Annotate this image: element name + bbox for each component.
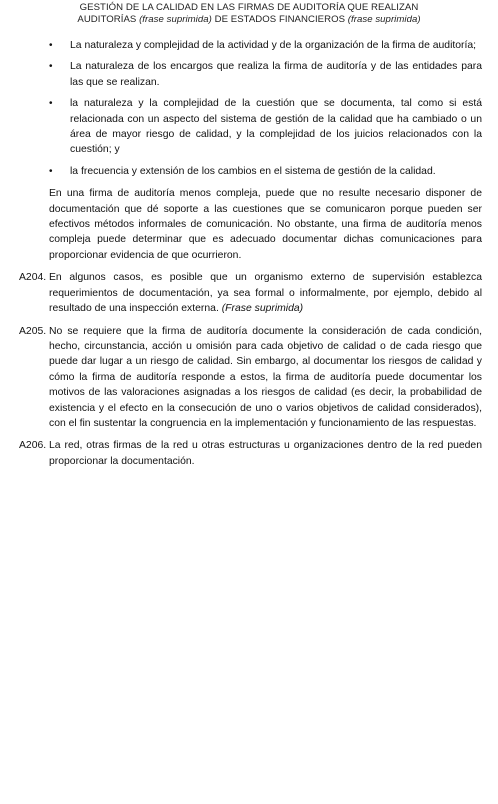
paragraph-text: La red, otras firmas de la red u otras estructuras u organizaciones dentro de la red pueden proporcionar la documentación. <box>49 440 482 467</box>
bullet-text: La naturaleza y complejidad de la actividad y de la organización de la firma de auditoría; <box>70 40 477 51</box>
intro-paragraph: En una firma de auditoría menos compleja, puede que no resulte necesario disponer de documentación que dé soporte a las cuestiones que se comunicaron porque pueden ser efectivos métodos informales de comunicación. No obstante, una firma de auditoría menos compleja puede determinar que es adecuado documentar dichas comunicaciones para proporcionar evidencia de que ocurrieron. <box>49 188 482 261</box>
bullet-text: la naturaleza y la complejidad de la cuestión que se documenta, tal como si está relacionada con un aspecto del sistema de gestión de la calidad que ha cambiado o un área de mayor riesgo de calidad, y la complejidad de los juicios relacionados con la cuestión; y <box>70 98 482 156</box>
header-suppressed-note: (frase suprimida) <box>139 14 212 25</box>
bullet-item <box>0 96 498 158</box>
bullet-icon: • <box>49 98 53 110</box>
numbered-paragraph-a206 <box>0 438 498 469</box>
document-body <box>0 38 498 476</box>
header-line-1: GESTIÓN DE LA CALIDAD EN LAS FIRMAS DE AUDITORÍA QUE REALIZAN <box>79 2 419 13</box>
bullet-icon: • <box>49 40 53 51</box>
numbered-paragraph-a204 <box>0 270 498 316</box>
header-line-2 <box>40 14 458 26</box>
paragraph-number: A206. <box>19 440 47 452</box>
numbered-paragraph-a205 <box>0 324 498 432</box>
header-text: AUDITORÍAS <box>77 14 140 25</box>
suppressed-note: (Frase suprimida) <box>221 303 304 315</box>
running-header <box>40 2 458 26</box>
bullet-icon: • <box>49 61 53 73</box>
paragraph-text: En algunos casos, es posible que un organismo externo de supervisión establezca requerimientos de documentación, ya sea formal o informalmente, por ejemplo, debido al resultado de una inspección externa. <box>49 272 482 315</box>
bullet-text: la frecuencia y extensión de los cambios en el sistema de gestión de la calidad. <box>70 165 436 177</box>
bullet-item <box>0 164 498 179</box>
header-suppressed-note: (frase suprimida) <box>347 14 421 25</box>
bullet-item <box>0 38 498 53</box>
paragraph-text: No se requiere que la firma de auditoría documente la consideración de cada condición, hecho, circunstancia, acción u omisión para cada objetivo de calidad o de cada riesgo que puede dar lugar a un riesgo de calidad. Sin embargo, al documentar los riesgos de calidad y cómo la firma de auditoría responde a estos, la firma de auditoría puede documentar los motivos de las valoraciones asignadas a los riesgos de calidad (es decir, la probabilidad de existencia y el efecto en la consecución de uno o varios objetivos de calidad considerados), con el fin sustentar la congruencia en la implementación y funcionamiento de las respuestas. <box>49 325 482 429</box>
bullet-text: La naturaleza de los encargos que realiza la firma de auditoría y de las entidades para las que se realizan. <box>70 61 482 88</box>
paragraph-number: A205. <box>19 325 47 337</box>
bullet-icon: • <box>49 165 53 177</box>
header-text: DE ESTADOS FINANCIEROS <box>211 14 348 25</box>
paragraph-number: A204. <box>19 272 47 284</box>
bullet-item <box>0 59 498 90</box>
